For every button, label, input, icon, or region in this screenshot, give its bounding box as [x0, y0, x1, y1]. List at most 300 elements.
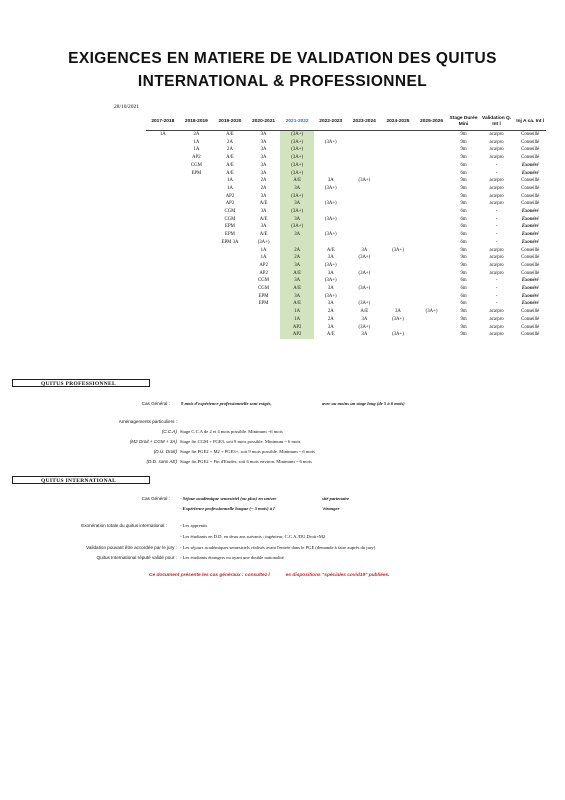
- table-cell: [180, 308, 214, 316]
- table-cell: (3A+): [280, 223, 314, 231]
- table-cell: AP2: [280, 331, 314, 339]
- table-cell: A/E: [280, 270, 314, 278]
- column-header: Validation Q. Int l: [479, 113, 515, 131]
- table-cell: Conseillé: [521, 247, 540, 253]
- table-cell: (3A+): [324, 201, 337, 207]
- table-row: [146, 231, 546, 239]
- table-cell: 6m: [460, 301, 467, 307]
- table-cell: [314, 193, 348, 201]
- table-cell: [146, 270, 180, 278]
- table-cell: (3A+): [358, 255, 371, 261]
- table-cell: -: [495, 286, 498, 292]
- table-row: [146, 262, 546, 270]
- table-row: [146, 254, 546, 262]
- table-cell: [348, 223, 382, 231]
- table-cell: (3A+): [280, 131, 314, 139]
- table-cell: Exonéré: [521, 293, 539, 299]
- table-cell: EPM: [258, 301, 269, 307]
- table-cell: 2A: [260, 178, 267, 184]
- table-cell: aca/pro: [489, 262, 504, 268]
- table-cell: EPM: [225, 224, 235, 230]
- table-cell: 6m: [460, 232, 467, 238]
- table-cell: Exonéré: [521, 301, 539, 307]
- table-cell: 1A: [193, 147, 200, 153]
- table-cell: [415, 293, 449, 301]
- intl-exoneration-label: Exonération totale du quitus international :: [81, 523, 167, 528]
- intl-exoneration-item: - Les apprentis: [180, 523, 208, 528]
- table-cell: [348, 193, 382, 201]
- table-cell: [213, 285, 247, 293]
- table-cell: [280, 239, 314, 247]
- table-cell: Exonéré: [521, 216, 539, 222]
- table-cell: [180, 254, 214, 262]
- table-cell: [180, 185, 214, 193]
- table-cell: [381, 239, 415, 247]
- table-cell: 2A: [327, 316, 334, 322]
- table-cell: [180, 177, 214, 185]
- table-cell: 9m: [460, 262, 467, 268]
- table-cell: 3A: [327, 270, 334, 276]
- table-cell: [381, 223, 415, 231]
- table-cell: [180, 293, 214, 301]
- table-cell: 3A: [280, 216, 314, 224]
- table-cell: (3A+): [392, 316, 404, 322]
- table-cell: [348, 131, 382, 139]
- table-row: [146, 177, 546, 185]
- table-cell: 3A: [327, 286, 334, 292]
- table-cell: [314, 131, 348, 139]
- table-cell: [348, 162, 382, 170]
- table-cell: Conseillé: [521, 316, 540, 322]
- table-cell: [247, 308, 281, 316]
- table-cell: -: [495, 293, 498, 299]
- table-cell: aca/pro: [489, 185, 504, 191]
- table-cell: [348, 185, 382, 193]
- column-header: 2020-2021: [247, 113, 281, 131]
- table-cell: [146, 216, 180, 224]
- table-cell: [314, 154, 348, 162]
- table-cell: [381, 254, 415, 262]
- table-cell: 3A: [260, 162, 267, 168]
- column-header: 2023-2024: [348, 113, 382, 131]
- table-cell: [146, 293, 180, 301]
- table-cell: [381, 300, 415, 308]
- table-cell: [146, 324, 180, 332]
- table-cell: [146, 177, 180, 185]
- table-row: [146, 208, 546, 216]
- table-cell: [314, 208, 348, 216]
- table-row: [146, 193, 546, 201]
- table-cell: [180, 316, 214, 324]
- table-cell: 9m: [460, 316, 467, 322]
- table-cell: [146, 277, 180, 285]
- table-cell: 3A: [280, 185, 314, 193]
- intl-cas-line-1a: - Séjour académique semestriel (ou plus) en univer: [180, 496, 277, 501]
- table-cell: [415, 231, 449, 239]
- table-cell: Exonéré: [521, 232, 539, 238]
- table-cell: [381, 231, 415, 239]
- page-title-line-2: INTERNATIONAL & PROFESSIONNEL: [137, 73, 428, 90]
- table-row: [146, 277, 546, 285]
- table-cell: [180, 331, 214, 339]
- table-cell: 1A: [280, 308, 314, 316]
- table-cell: 2A: [227, 139, 233, 145]
- table-cell: Exonéré: [521, 239, 539, 245]
- table-cell: 3A: [280, 293, 314, 301]
- table-cell: [146, 162, 180, 170]
- table-cell: aca/pro: [489, 132, 504, 137]
- table-cell: AP2: [259, 262, 268, 268]
- table-cell: [415, 277, 449, 285]
- table-row: [146, 308, 546, 316]
- table-cell: [146, 254, 180, 262]
- table-cell: [213, 316, 247, 324]
- table-cell: [213, 300, 247, 308]
- table-row: [146, 154, 546, 162]
- table-cell: 3A: [280, 277, 314, 285]
- table-cell: [180, 239, 214, 247]
- table-cell: [146, 300, 180, 308]
- table-cell: [348, 146, 382, 154]
- table-cell: EPM: [258, 293, 269, 299]
- table-cell: [213, 262, 247, 270]
- intl-cas-line-2a: - Expérience professionnelle longue (~ 5 mois) à l: [180, 506, 275, 511]
- table-cell: Exonéré: [521, 286, 539, 292]
- table-cell: [180, 231, 214, 239]
- table-cell: 1A: [159, 132, 166, 137]
- table-cell: [415, 185, 449, 193]
- table-cell: 9m: [460, 270, 467, 276]
- table-cell: [381, 193, 415, 201]
- table-cell: (3A+): [324, 185, 337, 191]
- table-cell: (3A+): [425, 309, 438, 315]
- table-cell: 2A: [227, 147, 233, 153]
- table-cell: [146, 170, 180, 178]
- table-cell: [415, 193, 449, 201]
- intl-cas-general-label: Cas Général :: [141, 496, 170, 501]
- table-cell: AP2: [225, 201, 235, 207]
- table-cell: [415, 200, 449, 208]
- table-cell: 9m: [460, 324, 467, 330]
- validation-table: [146, 113, 546, 339]
- table-cell: -: [495, 162, 498, 168]
- table-cell: aca/pro: [489, 139, 504, 145]
- table-cell: 3A: [361, 247, 368, 253]
- section-heading-professionnel: QUITUS PROFESSIONNEL: [12, 379, 150, 387]
- table-cell: [415, 223, 449, 231]
- table-cell: [348, 277, 382, 285]
- table-cell: [247, 316, 281, 324]
- table-cell: -: [495, 232, 498, 238]
- column-header: Stage Durée Mini: [448, 113, 478, 131]
- table-cell: (3A+): [392, 332, 404, 338]
- table-cell: 6m: [460, 278, 467, 284]
- table-cell: A/E: [226, 155, 234, 161]
- table-row: [146, 247, 546, 255]
- table-cell: A/E: [280, 300, 314, 308]
- table-cell: [247, 331, 281, 339]
- table-cell: Conseillé: [521, 139, 540, 145]
- table-cell: 9m: [460, 178, 467, 184]
- table-cell: [381, 162, 415, 170]
- table-cell: 3A: [260, 224, 267, 230]
- table-cell: Conseillé: [521, 255, 540, 261]
- table-cell: (3A+): [324, 262, 337, 268]
- table-cell: Conseillé: [521, 147, 540, 153]
- table-cell: 3A: [280, 231, 314, 239]
- table-cell: [180, 208, 214, 216]
- table-cell: 9m: [460, 332, 467, 338]
- column-header: 2025-2026: [415, 113, 449, 131]
- table-cell: 3A: [260, 132, 267, 137]
- table-cell: Conseillé: [521, 270, 540, 276]
- table-cell: 6m: [460, 209, 467, 215]
- table-cell: 3A: [327, 324, 334, 330]
- table-cell: [146, 316, 180, 324]
- table-row: [146, 316, 546, 324]
- table-cell: [146, 308, 180, 316]
- table-cell: 3A: [280, 262, 314, 270]
- table-cell: CGM: [224, 209, 236, 215]
- table-row: [146, 216, 546, 224]
- table-cell: [381, 293, 415, 301]
- table-cell: Conseillé: [521, 201, 540, 207]
- table-cell: -: [495, 239, 498, 245]
- table-cell: Conseillé: [521, 132, 540, 137]
- table-cell: [348, 170, 382, 178]
- table-cell: (3A+): [257, 239, 270, 245]
- prof-cas-general-label: Cas Général :: [141, 401, 170, 406]
- table-cell: 9m: [460, 155, 467, 161]
- table-cell: 1A: [260, 247, 267, 253]
- table-cell: [381, 131, 415, 139]
- table-cell: Conseillé: [521, 324, 540, 330]
- table-cell: 3A: [280, 200, 314, 208]
- table-cell: -: [495, 170, 498, 176]
- table-cell: 9m: [460, 201, 467, 207]
- table-cell: 9m: [460, 255, 467, 261]
- table-cell: [381, 146, 415, 154]
- table-cell: [146, 223, 180, 231]
- table-cell: [415, 146, 449, 154]
- table-row: [146, 139, 546, 147]
- table-cell: [415, 247, 449, 255]
- table-cell: 6m: [460, 224, 467, 230]
- table-cell: 2A: [327, 309, 334, 315]
- table-cell: [180, 300, 214, 308]
- table-cell: [180, 270, 214, 278]
- table-cell: (3A+): [280, 162, 314, 170]
- table-cell: [415, 170, 449, 178]
- table-cell: 1A: [227, 178, 233, 184]
- table-cell: [348, 239, 382, 247]
- table-cell: (3A+): [392, 247, 404, 253]
- prof-item-text: Stage fin CGM + PGE3, soit 9 mois possible. Minimum ~ 6 mois: [180, 439, 301, 444]
- table-cell: 9m: [460, 185, 467, 191]
- table-cell: CGM: [224, 216, 236, 222]
- table-cell: aca/pro: [489, 309, 504, 315]
- table-cell: Exonéré: [521, 278, 539, 284]
- table-cell: -: [495, 278, 498, 284]
- table-cell: [381, 285, 415, 293]
- table-cell: [348, 208, 382, 216]
- table-cell: [146, 231, 180, 239]
- table-cell: [213, 293, 247, 301]
- table-cell: [146, 208, 180, 216]
- table-cell: 6m: [460, 216, 467, 222]
- table-cell: AP2: [280, 324, 314, 332]
- table-cell: 3A: [395, 309, 401, 315]
- table-cell: 1A: [260, 255, 267, 261]
- table-cell: (3A+): [280, 208, 314, 216]
- prof-item-text: Stage fin PGE2 + Fin d'Etudes, soit 6 mois environ. Minimum ~ 6 mois: [180, 459, 312, 464]
- table-cell: [415, 131, 449, 139]
- table-row: [146, 239, 546, 247]
- table-cell: [213, 247, 247, 255]
- table-cell: [213, 277, 247, 285]
- page-title-line-1: EXIGENCES EN MATIERE DE VALIDATION DES QUITUS: [68, 50, 497, 67]
- table-cell: 1A: [193, 139, 200, 145]
- table-cell: AP2: [225, 193, 235, 199]
- table-cell: Exonéré: [521, 162, 539, 168]
- table-cell: A/E: [226, 132, 234, 137]
- table-cell: aca/pro: [489, 255, 504, 261]
- table-cell: (3A+): [324, 278, 337, 284]
- table-cell: [415, 262, 449, 270]
- table-row: [146, 300, 546, 308]
- table-row: [146, 324, 546, 332]
- intl-validation-text: - Les séjours académiques semestriels réalisés avant l'entrée dans le PGE (demande à faire auprès du jury): [180, 545, 376, 550]
- footer-note-part-1: Ce document présente les cas généraux : consultez l: [149, 573, 270, 578]
- prof-item-text: Stage C.C.A de 2 et 4 mois possible. Minimum ~6 mois: [180, 429, 283, 434]
- table-cell: EPM 3A: [221, 239, 239, 245]
- table-cell: 6m: [460, 286, 467, 292]
- table-cell: 3A: [260, 193, 267, 199]
- table-cell: [415, 154, 449, 162]
- table-row: [146, 146, 546, 154]
- table-cell: [415, 239, 449, 247]
- table-cell: [146, 331, 180, 339]
- table-cell: (3A+): [324, 216, 337, 222]
- table-cell: 9m: [460, 147, 467, 153]
- table-cell: (3A+): [280, 139, 314, 147]
- table-cell: [180, 216, 214, 224]
- table-cell: 1A: [280, 316, 314, 324]
- table-cell: Conseillé: [521, 185, 540, 191]
- table-cell: [348, 154, 382, 162]
- table-cell: CGM: [258, 286, 270, 292]
- table-cell: [348, 231, 382, 239]
- table-cell: [348, 262, 382, 270]
- table-cell: 3A: [260, 155, 267, 161]
- table-cell: [180, 324, 214, 332]
- table-cell: [180, 193, 214, 201]
- table-cell: [381, 177, 415, 185]
- table-cell: Conseillé: [521, 309, 540, 315]
- table-cell: 3A: [327, 178, 334, 184]
- table-cell: [415, 324, 449, 332]
- prof-cas-general-text-2: avec au moins un stage long (de 5 à 6 mois): [322, 401, 405, 406]
- table-cell: A/E: [326, 247, 335, 253]
- intl-cas-line-1b: sité partenaire: [322, 496, 350, 501]
- table-row: [146, 270, 546, 278]
- table-cell: -: [495, 301, 498, 307]
- prof-item-label: (M2 Droit + CGM + 3A): [129, 439, 177, 444]
- intl-exoneration-item: - Les étudiants en D.D. en deux ans suivants : ingénieur, C.C.A./DU Droit+M2: [180, 534, 326, 539]
- table-cell: [381, 200, 415, 208]
- table-cell: AP2: [259, 270, 268, 276]
- table-cell: 9m: [460, 193, 467, 199]
- section-heading-international: QUITUS INTERNATIONAL: [12, 476, 150, 484]
- table-cell: aca/pro: [489, 332, 504, 338]
- table-cell: [314, 170, 348, 178]
- table-cell: (3A+): [324, 293, 337, 299]
- table-cell: 9m: [460, 309, 467, 315]
- table-cell: -: [495, 216, 498, 222]
- table-cell: 9m: [460, 247, 467, 253]
- table-cell: A/E: [226, 162, 234, 168]
- table-cell: 3A: [260, 209, 267, 215]
- table-row: [146, 131, 546, 139]
- table-cell: [415, 162, 449, 170]
- table-cell: CGM: [190, 162, 202, 168]
- table-cell: [213, 331, 247, 339]
- table-cell: [314, 223, 348, 231]
- table-cell: [415, 331, 449, 339]
- prof-item-label: (D.D. sans AE): [146, 459, 177, 464]
- table-cell: 3A: [260, 139, 267, 145]
- table-cell: [180, 247, 214, 255]
- table-cell: [415, 316, 449, 324]
- footer-note: [149, 573, 390, 578]
- table-cell: A/E: [259, 201, 268, 207]
- table-cell: [381, 139, 415, 147]
- table-cell: aca/pro: [489, 201, 504, 207]
- table-row: [146, 331, 546, 339]
- table-cell: [381, 277, 415, 285]
- table-cell: [314, 239, 348, 247]
- table-cell: (3A+): [280, 154, 314, 162]
- intl-validation-label: Validation pouvant être accordée par le jury :: [86, 545, 177, 550]
- table-cell: Conseillé: [521, 155, 540, 161]
- table-cell: 3A: [327, 255, 334, 261]
- table-cell: -: [495, 209, 498, 215]
- table-row: [146, 223, 546, 231]
- table-cell: 3A: [361, 316, 368, 322]
- table-cell: 2A: [280, 247, 314, 255]
- table-cell: (3A+): [280, 146, 314, 154]
- table-cell: [415, 270, 449, 278]
- table-cell: [213, 308, 247, 316]
- table-cell: [381, 170, 415, 178]
- table-cell: 6m: [460, 293, 467, 299]
- table-cell: A/E: [280, 285, 314, 293]
- table-cell: A/E: [360, 309, 369, 315]
- table-cell: 6m: [460, 170, 467, 176]
- table-cell: (3A+): [358, 178, 371, 184]
- table-cell: Conseillé: [521, 262, 540, 268]
- document-date: 28/10/2021: [114, 104, 140, 110]
- table-cell: [348, 293, 382, 301]
- table-cell: aca/pro: [489, 316, 504, 322]
- table-cell: [314, 162, 348, 170]
- table-cell: (3A+): [358, 301, 371, 307]
- table-cell: [348, 200, 382, 208]
- table-cell: [381, 154, 415, 162]
- table-cell: [415, 285, 449, 293]
- table-cell: [415, 216, 449, 224]
- table-cell: 6m: [460, 162, 467, 168]
